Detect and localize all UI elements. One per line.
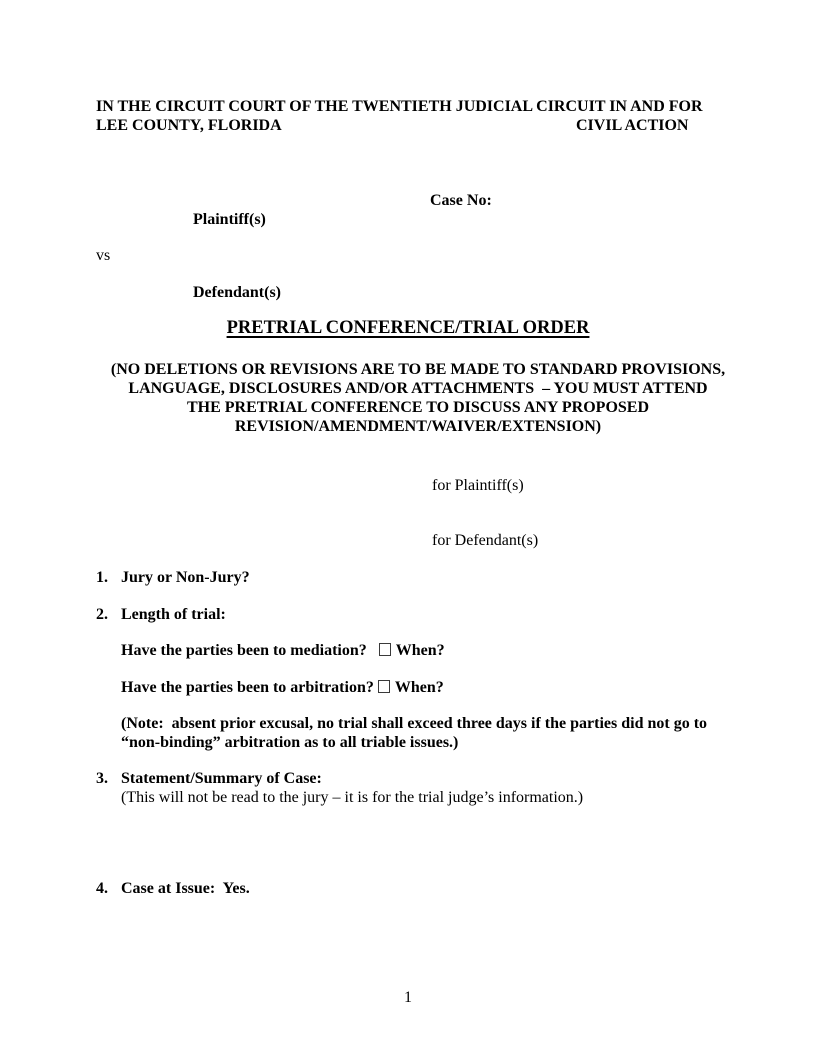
for-defendant-label: for Defendant(s): [432, 532, 539, 549]
defendant-label: Defendant(s): [193, 284, 281, 301]
item-jury-or-non-jury: [96, 568, 720, 587]
note-line-2: “non-binding” arbitration as to all triable issues.): [121, 734, 459, 751]
item-4-number: 4.: [96, 880, 108, 897]
item-3-body: [121, 769, 583, 807]
notice-line-1: (NO DELETIONS OR REVISIONS ARE TO BE MADE TO STANDARD PROVISIONS,: [110, 361, 726, 378]
item-1-label: Jury or Non-Jury?: [121, 569, 250, 586]
item-case-at-issue: [96, 879, 720, 898]
item-3-number: 3.: [96, 770, 108, 787]
page-number: 1: [404, 989, 412, 1006]
arbitration-when-label: When?: [394, 679, 444, 696]
court-header-line2: [96, 116, 720, 135]
mediation-question: Have the parties been to mediation?: [121, 642, 371, 659]
vs-label: vs: [96, 247, 111, 264]
plaintiff-label: Plaintiff(s): [193, 211, 266, 228]
mediation-checkbox-icon: [379, 643, 391, 656]
note-paragraph: [121, 714, 720, 752]
document-title: PRETRIAL CONFERENCE/TRIAL ORDER: [226, 318, 590, 338]
item-2-label: Length of trial:: [121, 606, 226, 623]
civil-action-label: CIVIL ACTION: [576, 117, 689, 134]
court-header: [96, 97, 720, 135]
item-statement-summary: [96, 769, 720, 807]
court-header-line1: IN THE CIRCUIT COURT OF THE TWENTIETH JUDICIAL CIRCUIT IN AND FOR: [96, 98, 703, 115]
item-4-label: Case at Issue: Yes.: [121, 880, 250, 897]
for-plaintiff-label: for Plaintiff(s): [432, 477, 524, 494]
notice-line-4: REVISION/AMENDMENT/WAIVER/EXTENSION): [234, 418, 602, 435]
item-length-of-trial: [96, 605, 720, 624]
mediation-when-label: When?: [395, 642, 445, 659]
notice-line-2: LANGUAGE, DISCLOSURES AND/OR ATTACHMENTS – YOU MUST ATTEND: [128, 380, 708, 397]
court-county: LEE COUNTY, FLORIDA: [96, 117, 282, 134]
item-1-number: 1.: [96, 569, 108, 586]
item-2-number: 2.: [96, 606, 108, 623]
item-3-note: (This will not be read to the jury – it is for the trial judge’s information.): [121, 789, 584, 806]
arbitration-question-line: [121, 678, 720, 697]
mediation-question-line: [121, 641, 720, 660]
arbitration-question: Have the parties been to arbitration?: [121, 679, 374, 696]
notice-paragraph: [106, 360, 730, 436]
note-line-1: (Note: absent prior excusal, no trial shall exceed three days if the parties did not go to: [121, 715, 708, 732]
case-no-label: Case No:: [430, 192, 492, 209]
notice-line-3: THE PRETRIAL CONFERENCE TO DISCUSS ANY PROPOSED: [186, 399, 650, 416]
item-3-label: Statement/Summary of Case:: [121, 770, 322, 787]
arbitration-checkbox-icon: [378, 680, 390, 693]
